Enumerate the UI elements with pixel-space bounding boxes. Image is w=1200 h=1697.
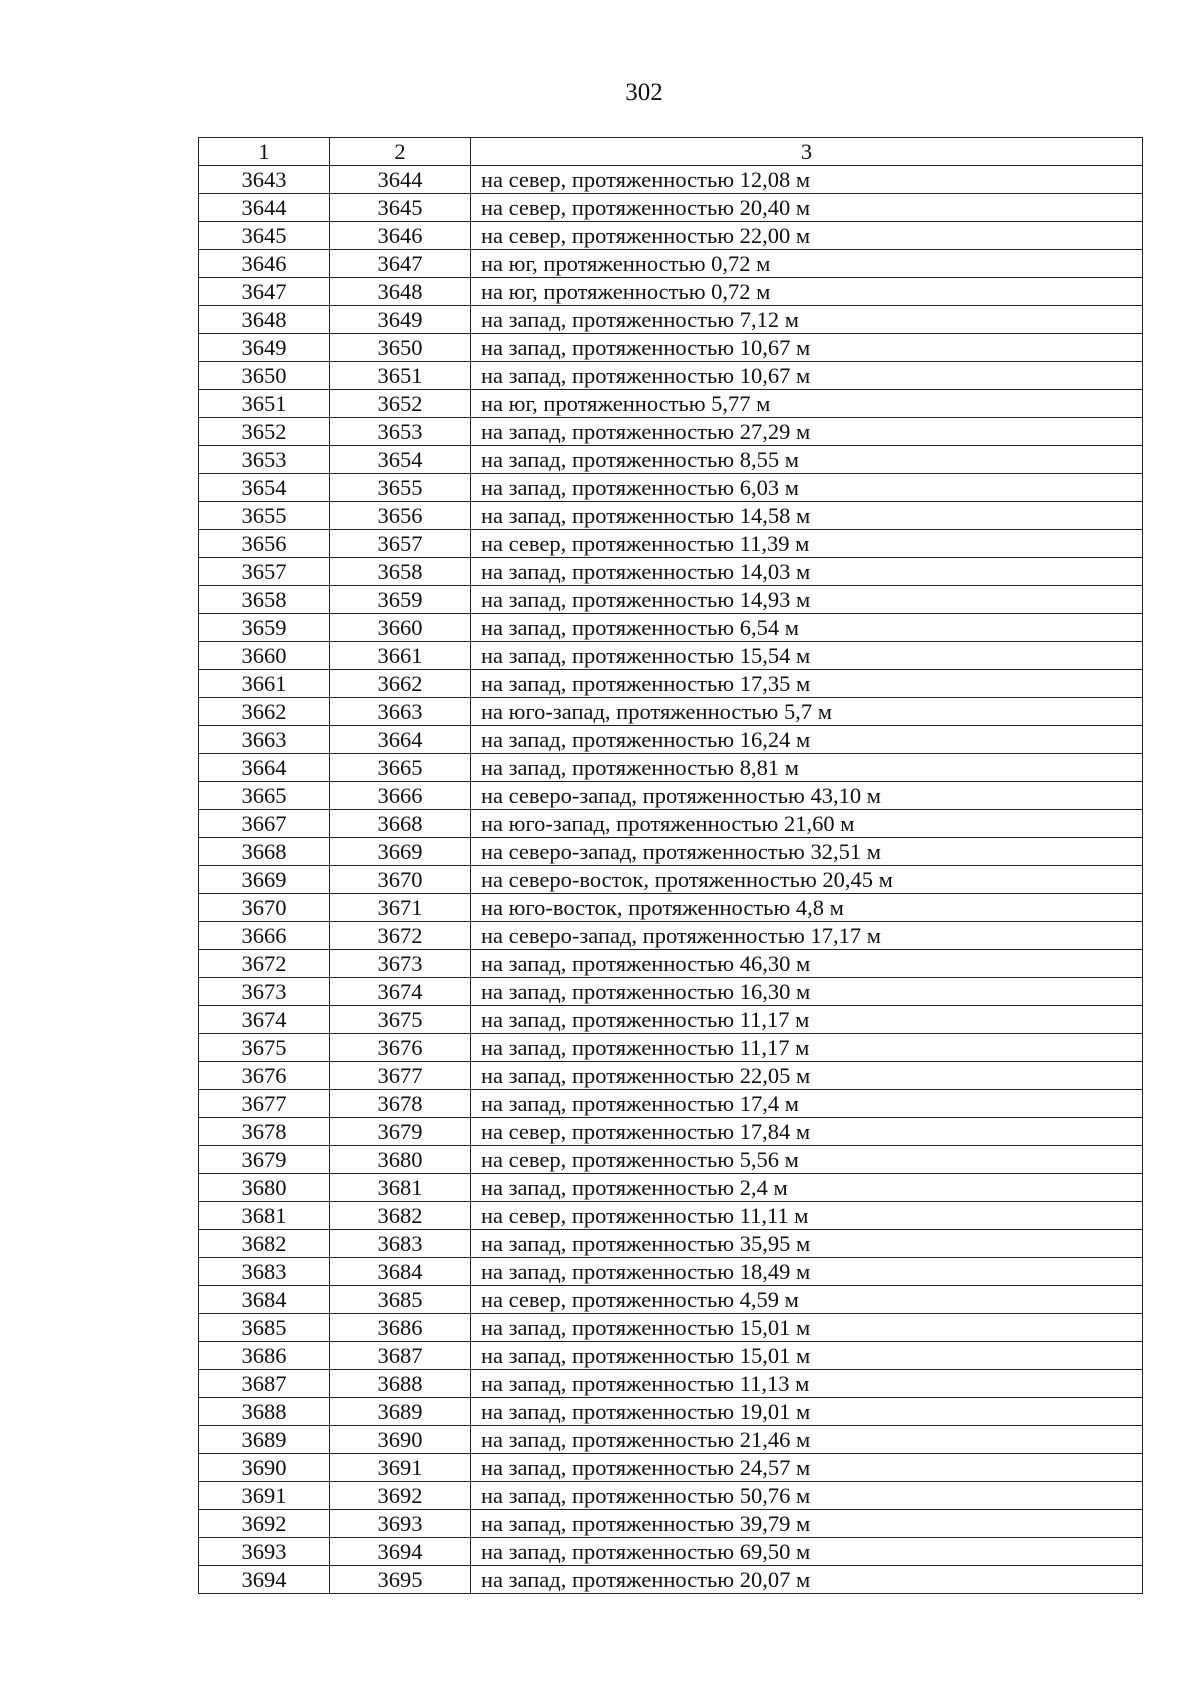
table-row bbox=[199, 698, 1143, 726]
page-number: 302 bbox=[625, 79, 663, 106]
cell-point-to: 3695 bbox=[330, 1566, 471, 1594]
cell-point-from: 3647 bbox=[199, 278, 330, 306]
table-row bbox=[199, 334, 1143, 362]
table-row bbox=[199, 1342, 1143, 1370]
table-row bbox=[199, 950, 1143, 978]
cell-point-from: 3645 bbox=[199, 222, 330, 250]
table-row bbox=[199, 922, 1143, 950]
cell-description: на запад, протяженностью 7,12 м bbox=[471, 306, 1143, 334]
cell-point-from: 3691 bbox=[199, 1482, 330, 1510]
cell-point-from: 3692 bbox=[199, 1510, 330, 1538]
cell-point-to: 3646 bbox=[330, 222, 471, 250]
cell-description: на запад, протяженностью 6,03 м bbox=[471, 474, 1143, 502]
cell-point-to: 3690 bbox=[330, 1426, 471, 1454]
cell-point-to: 3647 bbox=[330, 250, 471, 278]
cell-point-from: 3661 bbox=[199, 670, 330, 698]
table-row bbox=[199, 726, 1143, 754]
cell-point-from: 3690 bbox=[199, 1454, 330, 1482]
cell-point-from: 3668 bbox=[199, 838, 330, 866]
cell-point-to: 3664 bbox=[330, 726, 471, 754]
cell-point-to: 3645 bbox=[330, 194, 471, 222]
cell-point-to: 3662 bbox=[330, 670, 471, 698]
table-row bbox=[199, 1370, 1143, 1398]
cell-point-from: 3682 bbox=[199, 1230, 330, 1258]
table-header-row bbox=[199, 138, 1143, 166]
table-row bbox=[199, 1482, 1143, 1510]
cell-point-from: 3681 bbox=[199, 1202, 330, 1230]
cell-description: на юго-восток, протяженностью 4,8 м bbox=[471, 894, 1143, 922]
cell-point-to: 3671 bbox=[330, 894, 471, 922]
table-row bbox=[199, 222, 1143, 250]
cell-point-to: 3684 bbox=[330, 1258, 471, 1286]
cell-point-from: 3666 bbox=[199, 922, 330, 950]
cell-description: на северо-восток, протяженностью 20,45 м bbox=[471, 866, 1143, 894]
table-row bbox=[199, 866, 1143, 894]
cell-point-from: 3660 bbox=[199, 642, 330, 670]
cell-point-from: 3687 bbox=[199, 1370, 330, 1398]
cell-description: на запад, протяженностью 14,58 м bbox=[471, 502, 1143, 530]
table-row bbox=[199, 1426, 1143, 1454]
cell-description: на запад, протяженностью 8,81 м bbox=[471, 754, 1143, 782]
cell-description: на запад, протяженностью 15,01 м bbox=[471, 1314, 1143, 1342]
cell-description: на запад, протяженностью 15,54 м bbox=[471, 642, 1143, 670]
cell-description: на северо-запад, протяженностью 43,10 м bbox=[471, 782, 1143, 810]
cell-description: на юго-запад, протяженностью 21,60 м bbox=[471, 810, 1143, 838]
cell-point-from: 3653 bbox=[199, 446, 330, 474]
table-row bbox=[199, 1258, 1143, 1286]
cell-point-to: 3672 bbox=[330, 922, 471, 950]
cell-point-from: 3673 bbox=[199, 978, 330, 1006]
cell-point-to: 3674 bbox=[330, 978, 471, 1006]
cell-description: на запад, протяженностью 24,57 м bbox=[471, 1454, 1143, 1482]
cell-description: на запад, протяженностью 19,01 м bbox=[471, 1398, 1143, 1426]
cell-point-to: 3666 bbox=[330, 782, 471, 810]
table-row bbox=[199, 1174, 1143, 1202]
cell-point-from: 3663 bbox=[199, 726, 330, 754]
cell-description: на запад, протяженностью 21,46 м bbox=[471, 1426, 1143, 1454]
cell-description: на запад, протяженностью 50,76 м bbox=[471, 1482, 1143, 1510]
cell-description: на запад, протяженностью 10,67 м bbox=[471, 362, 1143, 390]
table-row bbox=[199, 838, 1143, 866]
table-row bbox=[199, 782, 1143, 810]
table-row bbox=[199, 1510, 1143, 1538]
cell-point-from: 3679 bbox=[199, 1146, 330, 1174]
cell-point-to: 3661 bbox=[330, 642, 471, 670]
table-body bbox=[199, 166, 1143, 1594]
cell-point-from: 3669 bbox=[199, 866, 330, 894]
cell-description: на юго-запад, протяженностью 5,7 м bbox=[471, 698, 1143, 726]
cell-description: на север, протяженностью 20,40 м bbox=[471, 194, 1143, 222]
cell-description: на запад, протяженностью 46,30 м bbox=[471, 950, 1143, 978]
cell-point-to: 3686 bbox=[330, 1314, 471, 1342]
cell-point-from: 3646 bbox=[199, 250, 330, 278]
cell-point-to: 3682 bbox=[330, 1202, 471, 1230]
cell-point-to: 3665 bbox=[330, 754, 471, 782]
table-row bbox=[199, 194, 1143, 222]
cell-description: на запад, протяженностью 14,03 м bbox=[471, 558, 1143, 586]
table-row bbox=[199, 642, 1143, 670]
table-row bbox=[199, 1062, 1143, 1090]
cell-point-to: 3653 bbox=[330, 418, 471, 446]
cell-description: на запад, протяженностью 17,35 м bbox=[471, 670, 1143, 698]
cell-point-from: 3683 bbox=[199, 1258, 330, 1286]
cell-description: на запад, протяженностью 39,79 м bbox=[471, 1510, 1143, 1538]
cell-description: на запад, протяженностью 11,17 м bbox=[471, 1034, 1143, 1062]
cell-point-to: 3689 bbox=[330, 1398, 471, 1426]
cell-point-to: 3659 bbox=[330, 586, 471, 614]
cell-description: на запад, протяженностью 17,4 м bbox=[471, 1090, 1143, 1118]
table-row bbox=[199, 1566, 1143, 1594]
table-row bbox=[199, 250, 1143, 278]
cell-point-from: 3674 bbox=[199, 1006, 330, 1034]
cell-point-to: 3693 bbox=[330, 1510, 471, 1538]
cell-point-to: 3683 bbox=[330, 1230, 471, 1258]
table-row bbox=[199, 1230, 1143, 1258]
table-row bbox=[199, 614, 1143, 642]
cell-point-to: 3694 bbox=[330, 1538, 471, 1566]
cell-point-to: 3687 bbox=[330, 1342, 471, 1370]
cell-description: на северо-запад, протяженностью 17,17 м bbox=[471, 922, 1143, 950]
cell-point-from: 3651 bbox=[199, 390, 330, 418]
cell-description: на запад, протяженностью 11,13 м bbox=[471, 1370, 1143, 1398]
cell-point-to: 3654 bbox=[330, 446, 471, 474]
cell-point-to: 3679 bbox=[330, 1118, 471, 1146]
cell-point-to: 3668 bbox=[330, 810, 471, 838]
cell-point-from: 3648 bbox=[199, 306, 330, 334]
cell-point-from: 3689 bbox=[199, 1426, 330, 1454]
cell-description: на юг, протяженностью 0,72 м bbox=[471, 278, 1143, 306]
cell-point-from: 3656 bbox=[199, 530, 330, 558]
cell-point-from: 3667 bbox=[199, 810, 330, 838]
cell-point-from: 3680 bbox=[199, 1174, 330, 1202]
cell-point-to: 3673 bbox=[330, 950, 471, 978]
cell-description: на запад, протяженностью 35,95 м bbox=[471, 1230, 1143, 1258]
cell-point-to: 3663 bbox=[330, 698, 471, 726]
cell-description: на север, протяженностью 22,00 м bbox=[471, 222, 1143, 250]
table-row bbox=[199, 1202, 1143, 1230]
cell-description: на запад, протяженностью 18,49 м bbox=[471, 1258, 1143, 1286]
cell-point-to: 3657 bbox=[330, 530, 471, 558]
cell-point-to: 3658 bbox=[330, 558, 471, 586]
cell-point-to: 3651 bbox=[330, 362, 471, 390]
table-row bbox=[199, 1454, 1143, 1482]
column-header-to: 2 bbox=[330, 138, 471, 166]
table-row bbox=[199, 1146, 1143, 1174]
table-row bbox=[199, 1090, 1143, 1118]
cell-point-from: 3650 bbox=[199, 362, 330, 390]
cell-point-to: 3691 bbox=[330, 1454, 471, 1482]
cell-point-to: 3688 bbox=[330, 1370, 471, 1398]
table-row bbox=[199, 362, 1143, 390]
cell-point-to: 3650 bbox=[330, 334, 471, 362]
cell-point-to: 3685 bbox=[330, 1286, 471, 1314]
cell-point-to: 3644 bbox=[330, 166, 471, 194]
cell-point-from: 3664 bbox=[199, 754, 330, 782]
table-row bbox=[199, 446, 1143, 474]
cell-description: на запад, протяженностью 16,30 м bbox=[471, 978, 1143, 1006]
cell-point-from: 3652 bbox=[199, 418, 330, 446]
cell-point-from: 3693 bbox=[199, 1538, 330, 1566]
cell-description: на запад, протяженностью 22,05 м bbox=[471, 1062, 1143, 1090]
cell-point-from: 3684 bbox=[199, 1286, 330, 1314]
table-row bbox=[199, 1398, 1143, 1426]
cell-description: на запад, протяженностью 14,93 м bbox=[471, 586, 1143, 614]
cell-point-to: 3676 bbox=[330, 1034, 471, 1062]
cell-point-from: 3672 bbox=[199, 950, 330, 978]
table-row bbox=[199, 502, 1143, 530]
cell-point-to: 3680 bbox=[330, 1146, 471, 1174]
table-row bbox=[199, 670, 1143, 698]
cell-point-from: 3675 bbox=[199, 1034, 330, 1062]
cell-point-from: 3665 bbox=[199, 782, 330, 810]
cell-point-to: 3681 bbox=[330, 1174, 471, 1202]
cell-point-to: 3692 bbox=[330, 1482, 471, 1510]
cell-point-from: 3676 bbox=[199, 1062, 330, 1090]
cell-point-to: 3675 bbox=[330, 1006, 471, 1034]
column-header-from: 1 bbox=[199, 138, 330, 166]
cell-description: на запад, протяженностью 6,54 м bbox=[471, 614, 1143, 642]
table-row bbox=[199, 1034, 1143, 1062]
table-row bbox=[199, 418, 1143, 446]
table-row bbox=[199, 390, 1143, 418]
cell-description: на север, протяженностью 11,11 м bbox=[471, 1202, 1143, 1230]
cell-point-from: 3655 bbox=[199, 502, 330, 530]
cell-point-to: 3652 bbox=[330, 390, 471, 418]
cell-point-to: 3670 bbox=[330, 866, 471, 894]
cell-point-from: 3643 bbox=[199, 166, 330, 194]
cell-point-to: 3655 bbox=[330, 474, 471, 502]
table-row bbox=[199, 754, 1143, 782]
cell-description: на юг, протяженностью 5,77 м bbox=[471, 390, 1143, 418]
cell-description: на запад, протяженностью 20,07 м bbox=[471, 1566, 1143, 1594]
cell-point-from: 3677 bbox=[199, 1090, 330, 1118]
table-row bbox=[199, 978, 1143, 1006]
cell-point-from: 3662 bbox=[199, 698, 330, 726]
cell-point-from: 3658 bbox=[199, 586, 330, 614]
cell-description: на запад, протяженностью 8,55 м bbox=[471, 446, 1143, 474]
cell-point-to: 3677 bbox=[330, 1062, 471, 1090]
table-row bbox=[199, 306, 1143, 334]
table-row bbox=[199, 1314, 1143, 1342]
table-row bbox=[199, 1286, 1143, 1314]
cell-description: на север, протяженностью 11,39 м bbox=[471, 530, 1143, 558]
cell-description: на запад, протяженностью 16,24 м bbox=[471, 726, 1143, 754]
cell-point-from: 3678 bbox=[199, 1118, 330, 1146]
table-row bbox=[199, 166, 1143, 194]
cell-description: на север, протяженностью 4,59 м bbox=[471, 1286, 1143, 1314]
cell-point-from: 3685 bbox=[199, 1314, 330, 1342]
table-row bbox=[199, 894, 1143, 922]
table-row bbox=[199, 1538, 1143, 1566]
table-row bbox=[199, 474, 1143, 502]
table-row bbox=[199, 530, 1143, 558]
cell-point-to: 3656 bbox=[330, 502, 471, 530]
table-row bbox=[199, 586, 1143, 614]
cell-description: на север, протяженностью 5,56 м bbox=[471, 1146, 1143, 1174]
cell-point-to: 3678 bbox=[330, 1090, 471, 1118]
cell-point-from: 3659 bbox=[199, 614, 330, 642]
cell-point-to: 3669 bbox=[330, 838, 471, 866]
cell-description: на запад, протяженностью 2,4 м bbox=[471, 1174, 1143, 1202]
cell-description: на юг, протяженностью 0,72 м bbox=[471, 250, 1143, 278]
cell-description: на запад, протяженностью 11,17 м bbox=[471, 1006, 1143, 1034]
column-header-description: 3 bbox=[471, 138, 1143, 166]
table-row bbox=[199, 810, 1143, 838]
cell-point-from: 3644 bbox=[199, 194, 330, 222]
cell-point-from: 3688 bbox=[199, 1398, 330, 1426]
table-row bbox=[199, 558, 1143, 586]
cell-point-to: 3649 bbox=[330, 306, 471, 334]
cell-point-from: 3686 bbox=[199, 1342, 330, 1370]
table-row bbox=[199, 1118, 1143, 1146]
table-row bbox=[199, 1006, 1143, 1034]
cell-description: на север, протяженностью 12,08 м bbox=[471, 166, 1143, 194]
cell-description: на запад, протяженностью 27,29 м bbox=[471, 418, 1143, 446]
cell-point-from: 3654 bbox=[199, 474, 330, 502]
cell-point-from: 3694 bbox=[199, 1566, 330, 1594]
cell-point-from: 3657 bbox=[199, 558, 330, 586]
cell-point-to: 3660 bbox=[330, 614, 471, 642]
cell-point-to: 3648 bbox=[330, 278, 471, 306]
cell-description: на запад, протяженностью 69,50 м bbox=[471, 1538, 1143, 1566]
cell-description: на северо-запад, протяженностью 32,51 м bbox=[471, 838, 1143, 866]
cell-description: на запад, протяженностью 10,67 м bbox=[471, 334, 1143, 362]
table-row bbox=[199, 278, 1143, 306]
cell-point-from: 3649 bbox=[199, 334, 330, 362]
boundary-table bbox=[198, 137, 1143, 1594]
cell-description: на север, протяженностью 17,84 м bbox=[471, 1118, 1143, 1146]
cell-description: на запад, протяженностью 15,01 м bbox=[471, 1342, 1143, 1370]
cell-point-from: 3670 bbox=[199, 894, 330, 922]
